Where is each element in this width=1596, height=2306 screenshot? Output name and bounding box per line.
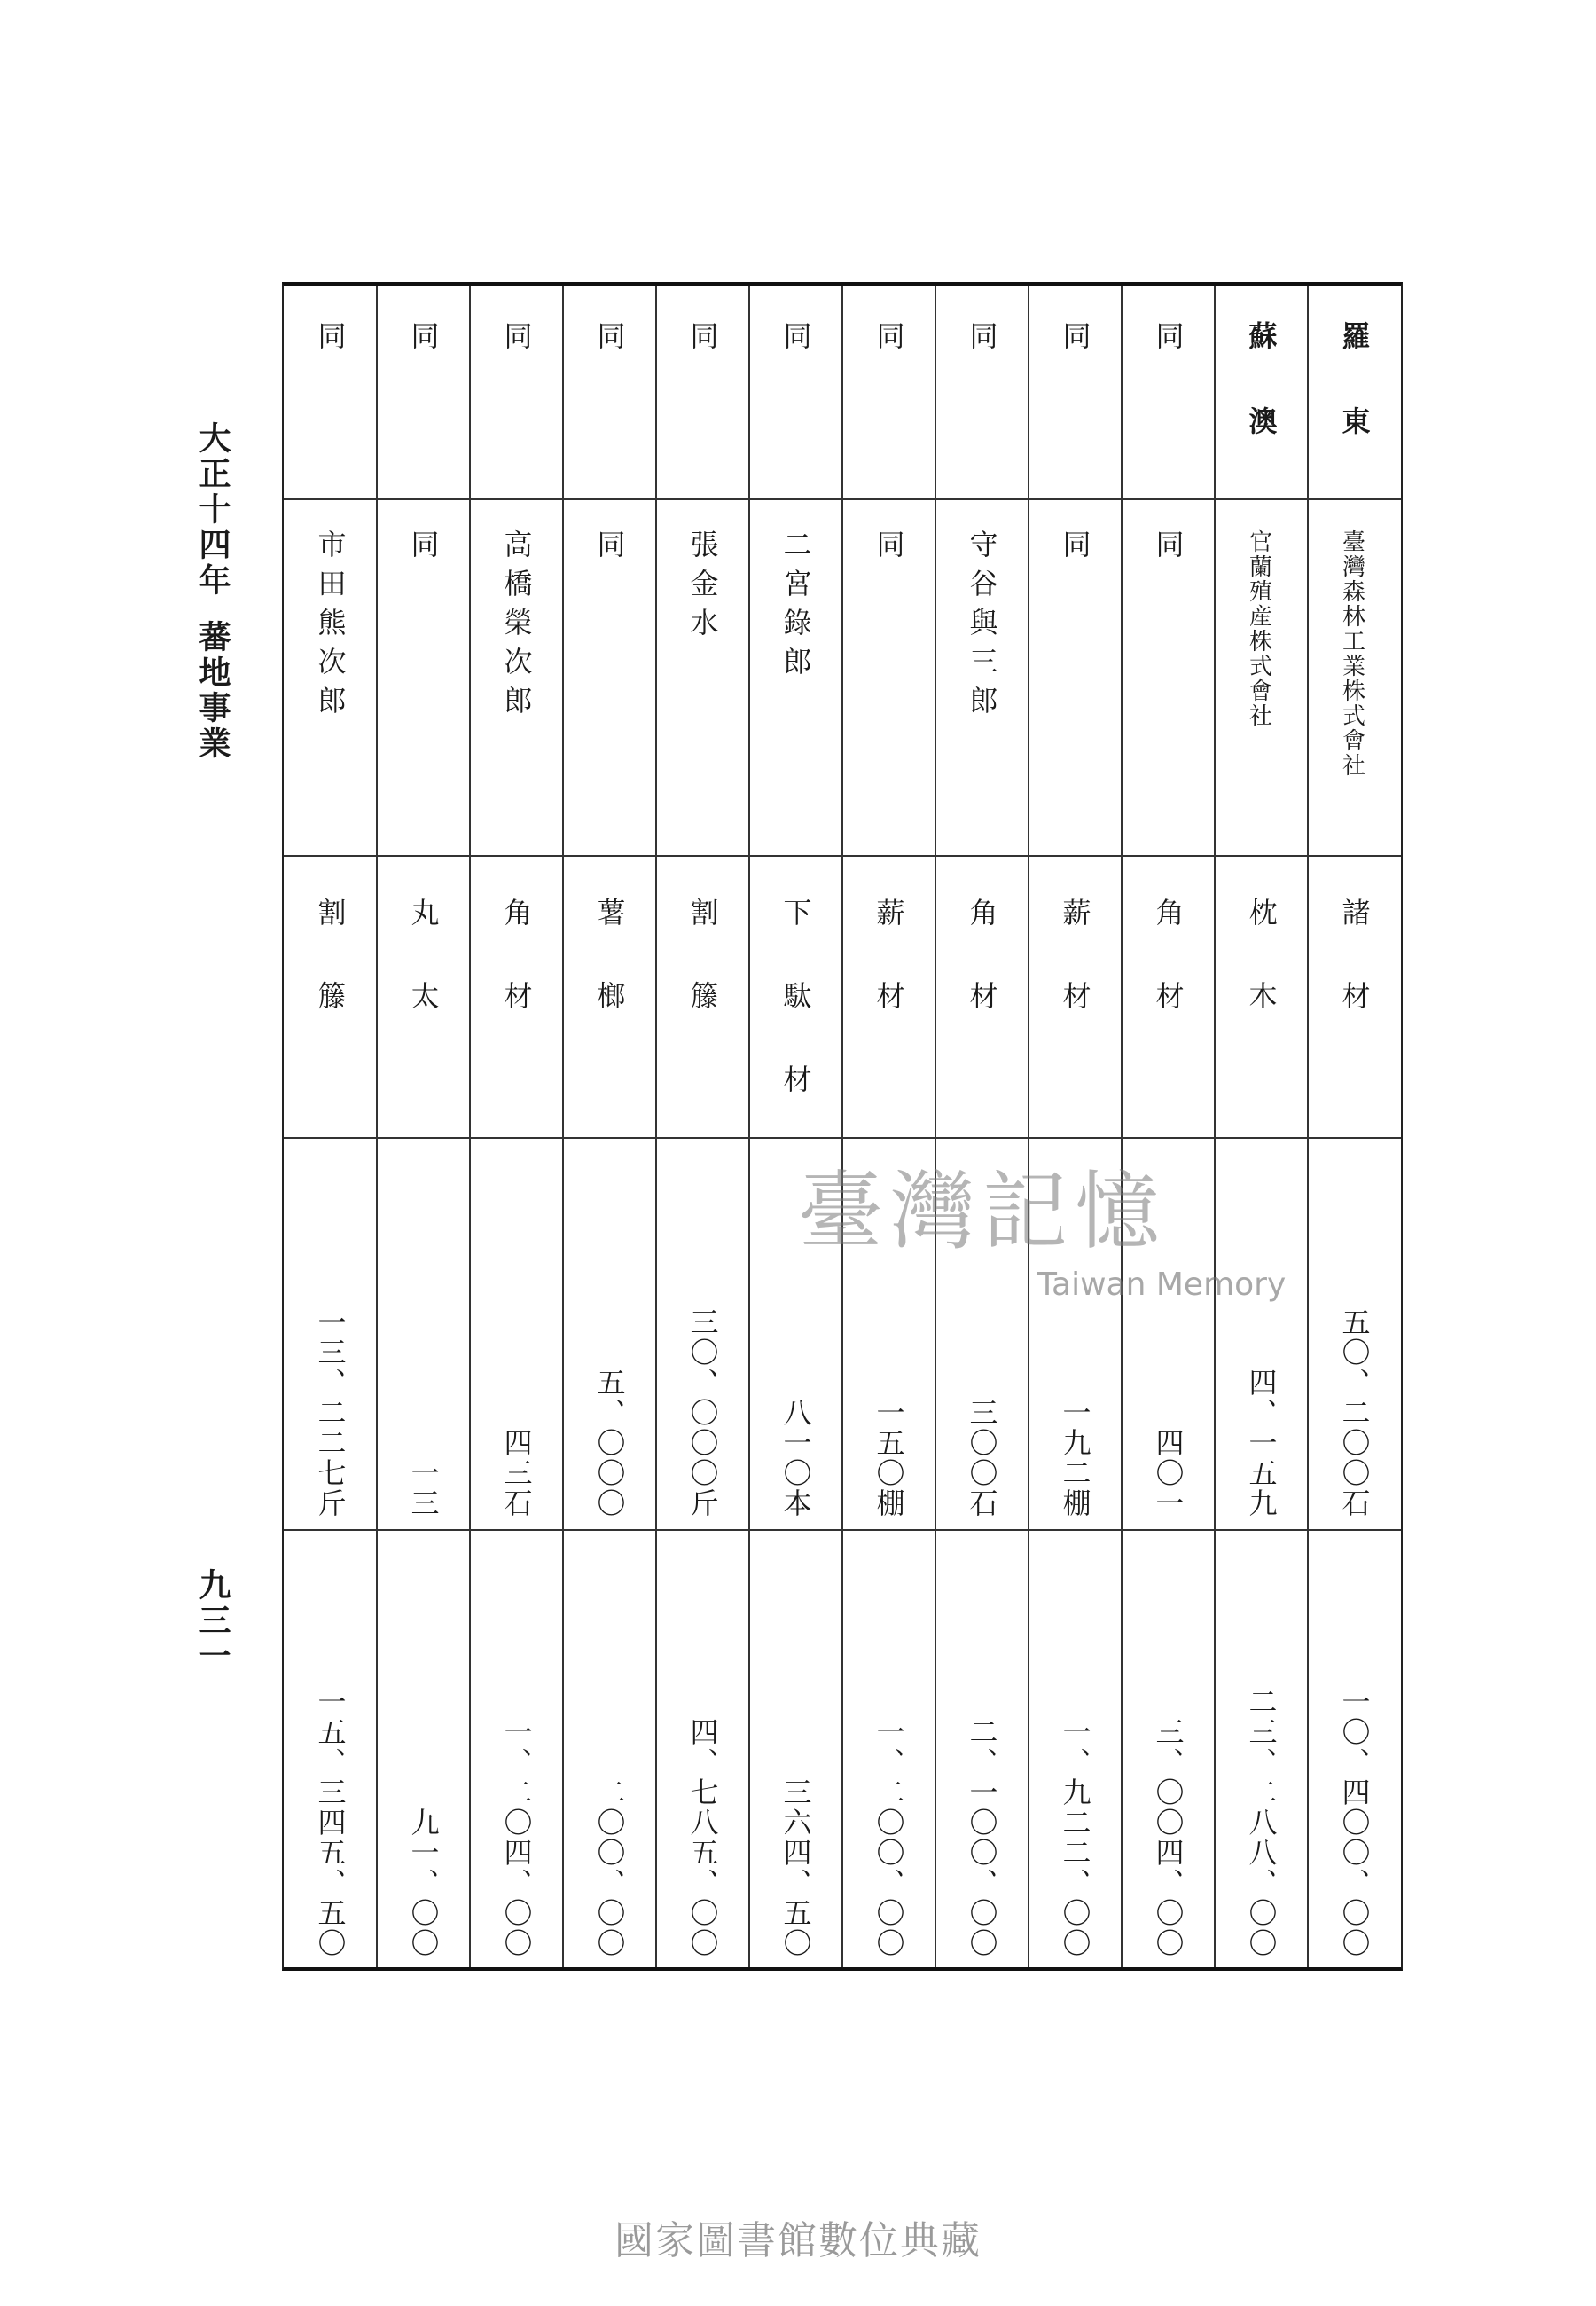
column-divider — [1214, 286, 1216, 1967]
cell-item: 諸材 — [1337, 898, 1372, 1064]
column-divider — [1307, 286, 1309, 1967]
cell-place: 羅東 — [1337, 321, 1372, 491]
cell-quantity: 一九二棚 — [1058, 1398, 1092, 1518]
running-header — [194, 421, 231, 762]
cell-quantity: 八一〇本 — [778, 1398, 813, 1518]
cell-person: 同 — [406, 529, 441, 569]
cell-item: 角材 — [1151, 898, 1185, 1064]
cell-quantity: 三〇〇石 — [965, 1398, 999, 1518]
cell-quantity: 四〇一 — [1151, 1428, 1185, 1518]
cell-item: 角材 — [965, 898, 999, 1064]
cell-place: 同 — [1058, 321, 1092, 406]
cell-value: 二、一〇〇、〇〇 — [965, 1717, 999, 1958]
cell-value: 一、二〇四、〇〇 — [499, 1717, 534, 1958]
cell-quantity: 五〇、二〇〇石 — [1337, 1307, 1372, 1518]
column-divider — [841, 286, 843, 1967]
watermark-title: 臺灣記憶 — [798, 1162, 1167, 1261]
column-divider — [562, 286, 564, 1967]
cell-place: 同 — [406, 321, 441, 406]
cell-place: 蘇澳 — [1244, 321, 1279, 491]
cell-person: 張金水 — [685, 529, 720, 647]
cell-item: 割籐 — [313, 898, 348, 1064]
footer-credit: 國家圖書館數位典藏 — [614, 2218, 982, 2263]
cell-item: 枕木 — [1244, 898, 1279, 1064]
column-divider — [935, 286, 936, 1967]
cell-value: 三、〇〇四、〇〇 — [1151, 1717, 1185, 1958]
header-title: 蕃地事業 — [194, 620, 231, 762]
cell-quantity: 一五〇棚 — [872, 1398, 906, 1518]
column-divider — [1028, 286, 1029, 1967]
cell-place: 同 — [685, 321, 720, 406]
cell-place: 同 — [872, 321, 906, 406]
cell-value: 三六四、五〇 — [778, 1777, 813, 1958]
cell-item: 薪材 — [1058, 898, 1092, 1064]
cell-item: 下駄材 — [778, 898, 813, 1148]
cell-person: 同 — [1151, 529, 1185, 569]
cell-item: 薯榔 — [592, 898, 627, 1064]
cell-person: 同 — [872, 529, 906, 569]
cell-person: 官蘭殖産株式會社 — [1245, 529, 1272, 728]
cell-place: 同 — [313, 321, 348, 406]
cell-person: 二宮錄郎 — [778, 529, 813, 686]
column-divider — [655, 286, 657, 1967]
cell-place: 同 — [778, 321, 813, 406]
cell-quantity: 四、一五九 — [1244, 1368, 1279, 1518]
cell-person: 同 — [592, 529, 627, 569]
cell-value: 一〇、四〇〇、〇〇 — [1337, 1687, 1372, 1958]
cell-person: 市田熊次郎 — [313, 529, 348, 725]
cell-quantity: 一三 — [406, 1458, 441, 1518]
column-divider — [376, 286, 378, 1967]
cell-place: 同 — [592, 321, 627, 406]
column-divider — [1121, 286, 1123, 1967]
cell-place: 同 — [965, 321, 999, 406]
cell-value: 一五、三四五、五〇 — [313, 1687, 348, 1958]
cell-value: 九一、〇〇 — [406, 1808, 441, 1958]
cell-value: 二〇〇、〇〇 — [592, 1777, 627, 1958]
cell-item: 割籐 — [685, 898, 720, 1064]
cell-item: 角材 — [499, 898, 534, 1064]
cell-person: 守谷與三郎 — [965, 529, 999, 725]
cell-place: 同 — [499, 321, 534, 406]
cell-person: 同 — [1058, 529, 1092, 569]
cell-person: 臺灣森林工業株式會社 — [1338, 529, 1365, 778]
cell-quantity: 三〇、〇〇〇斤 — [685, 1307, 720, 1518]
header-era: 大正十四年 — [194, 421, 231, 599]
cell-place: 同 — [1151, 321, 1185, 406]
cell-quantity: 五、〇〇〇 — [592, 1368, 627, 1518]
watermark-subtitle: Taiwan Memory — [1037, 1267, 1287, 1303]
cell-item: 丸太 — [406, 898, 441, 1064]
cell-value: 一、九二二、〇〇 — [1058, 1717, 1092, 1958]
column-divider — [469, 286, 471, 1967]
cell-item: 薪材 — [872, 898, 906, 1064]
page-number: 九三一 — [194, 1568, 231, 1675]
cell-value: 二三、二八八、〇〇 — [1244, 1687, 1279, 1958]
cell-person: 高橋榮次郎 — [499, 529, 534, 725]
data-table — [282, 282, 1403, 1971]
cell-value: 一、二〇〇、〇〇 — [872, 1717, 906, 1958]
column-divider — [748, 286, 750, 1967]
cell-quantity: 一三、二二七斤 — [313, 1307, 348, 1518]
cell-quantity: 四三石 — [499, 1428, 534, 1518]
watermark-logo — [798, 1162, 1295, 1329]
cell-value: 四、七八五、〇〇 — [685, 1717, 720, 1958]
